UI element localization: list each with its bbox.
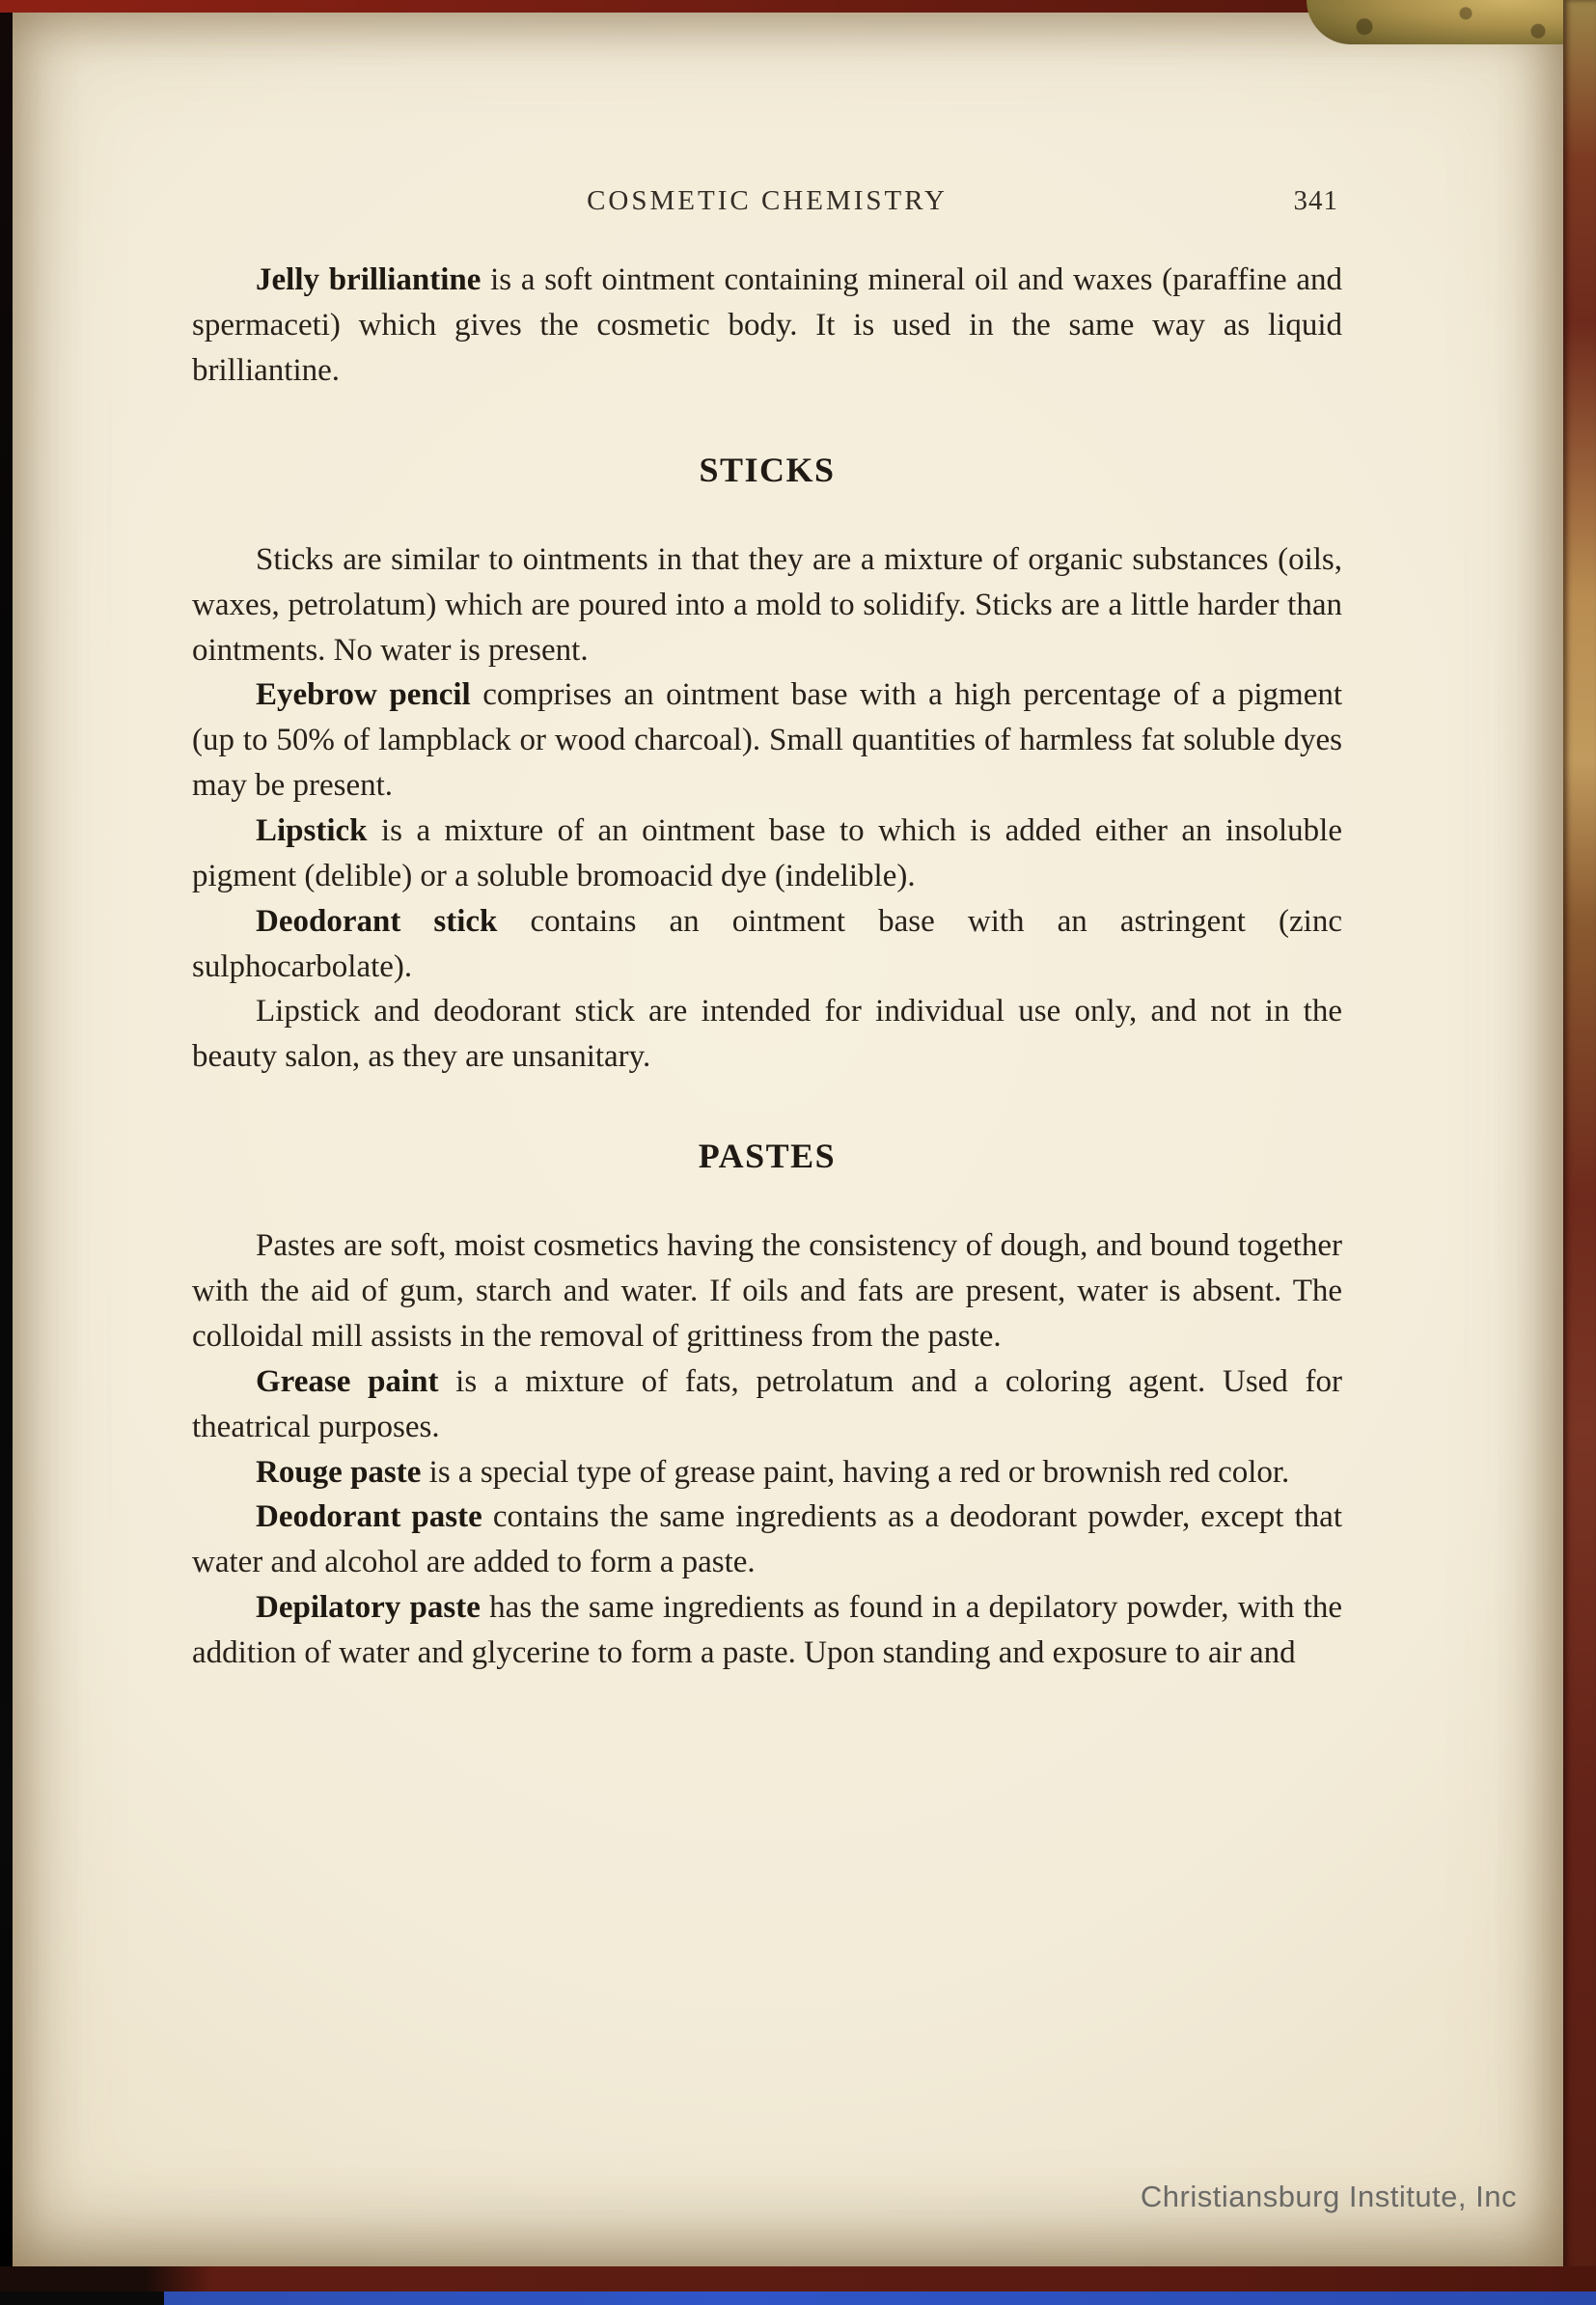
paragraph-depilatory-paste — [192, 1585, 1342, 1676]
scan-bottom-left-corner — [0, 2291, 164, 2305]
paragraph-lipstick — [192, 809, 1342, 899]
term-bold: Deodorant paste — [256, 1499, 482, 1535]
paragraph-text: is a special type of grease paint, having a red or brownish red color. — [421, 1454, 1290, 1490]
paragraph-text: is a mixture of fats, petrolatum and a coloring agent. Used for theatrical purposes. — [192, 1363, 1342, 1444]
scan-left-edge — [0, 0, 13, 2305]
paragraph-deodorant-stick — [192, 899, 1342, 990]
paragraph-sticks-intro — [192, 537, 1342, 673]
term-bold: Jelly brilliantine — [256, 262, 482, 298]
book-page — [13, 12, 1563, 2266]
paragraph-rouge-paste — [192, 1450, 1342, 1496]
paragraph-text: is a soft ointment containing mineral oil and waxes (paraffine and spermaceti) which gives the cosmetic body. It is used in the same way as liquid brilliantine. — [192, 262, 1343, 388]
term-bold: Depilatory paste — [256, 1590, 481, 1626]
paragraph-grease-paint — [192, 1359, 1342, 1450]
term-bold: Eyebrow pencil — [256, 677, 471, 713]
book-cover-blue-edge — [164, 2291, 1596, 2305]
paragraph-deodorant-paste — [192, 1495, 1342, 1585]
paragraph-eyebrow-pencil — [192, 672, 1342, 809]
paragraph-text: comprises an ointment base with a high percentage of a pigment (up to 50% of lampblack or wood charcoal). Small quantities of harmless fat soluble dyes may be present. — [192, 677, 1343, 804]
term-bold: Rouge paste — [256, 1454, 422, 1490]
chapter-title: COSMETIC CHEMISTRY — [587, 185, 948, 216]
paragraph-text: Lipstick and deodorant stick are intended for individual use only, and not in the beauty salon, as they are unsanitary. — [192, 994, 1342, 1075]
running-head — [192, 181, 1342, 221]
book-cover-corner — [1307, 0, 1596, 44]
section-heading-pastes: PASTES — [698, 1137, 837, 1176]
page-number: 341 — [1293, 185, 1338, 216]
section-heading-sticks: STICKS — [699, 450, 836, 489]
paragraph-text: is a mixture of an ointment base to which is added either an insoluble pigment (delible) or a soluble bromoacid dye (indelible). — [192, 813, 1342, 893]
paragraph-pastes-intro — [192, 1223, 1342, 1359]
paragraph-jelly-brilliantine — [192, 258, 1342, 394]
paragraph-text: Sticks are similar to ointments in that they are a mixture of organic substances (oils, waxes, petrolatum) which are poured into a mold to solidify. Sticks are a little harder than ointments. No water is present. — [192, 541, 1342, 668]
paragraph-text: Pastes are soft, moist cosmetics having the consistency of dough, and bound together with the aid of gum, starch and water. If oils and fats are present, water is absent. The colloidal mill assists in the removal of grittiness from the paste. — [192, 1228, 1342, 1354]
paragraph-text: contains the same ingredients as a deodorant powder, except that water and alcohol are added to form a paste. — [192, 1499, 1342, 1580]
page-content — [192, 181, 1342, 1676]
paragraph-text: has the same ingredients as found in a depilatory powder, with the addition of water and glycerine to form a paste. Upon standing and exposure to air and — [192, 1590, 1343, 1671]
book-fore-edge — [1563, 0, 1596, 2305]
watermark: Christiansburg Institute, Inc — [1140, 2180, 1517, 2213]
paragraph-text: contains an ointment base with an astringent (zinc sulphocarbolate). — [192, 903, 1342, 984]
term-bold: Deodorant stick — [256, 903, 498, 939]
term-bold: Grease paint — [256, 1363, 439, 1399]
paragraph-sanitary-note — [192, 989, 1342, 1080]
book-cover-bottom-edge — [0, 2266, 1596, 2291]
term-bold: Lipstick — [256, 813, 368, 849]
